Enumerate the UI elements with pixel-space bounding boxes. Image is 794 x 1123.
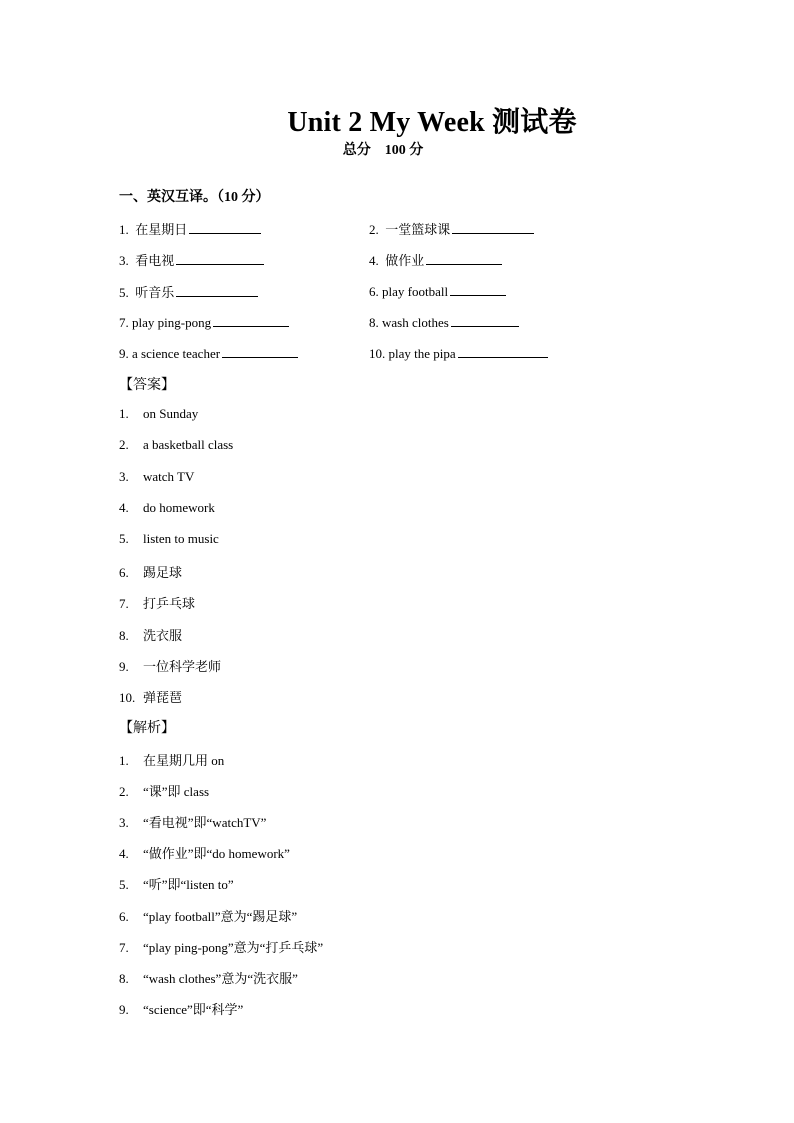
answer-item: 1. on Sunday (119, 406, 199, 421)
answer-blank (213, 313, 289, 327)
analysis-heading: 【解析】 (119, 721, 175, 736)
answer-item: 10. 弹琵琶 (119, 690, 183, 705)
answer-item: 6. 踢足球 (119, 565, 183, 580)
question-row (0, 282, 794, 302)
answer-blank (222, 344, 298, 358)
answer-item: 8. 洗衣服 (119, 628, 183, 643)
answer-item: 4. do homework (119, 500, 215, 515)
analysis-item: 9. “science”即“科学” (119, 1002, 244, 1017)
question-item: 4. 做作业 (369, 250, 502, 269)
question-item: 7. play ping-pong (119, 313, 289, 331)
section-title: 一、英汉互译。（10 分） (119, 190, 270, 205)
answer-blank (450, 282, 506, 296)
total-score: 总分 100 分 (342, 143, 424, 158)
question-item: 9. a science teacher (119, 344, 298, 362)
question-item: 10. play the pipa (369, 344, 548, 362)
answer-item: 5. listen to music (119, 531, 219, 546)
question-item: 3. 看电视 (119, 250, 264, 269)
question-item: 5. 听音乐 (119, 282, 258, 301)
question-item: 2. 一堂篮球课 (369, 219, 534, 238)
question-row (0, 313, 794, 333)
answer-blank (189, 220, 261, 234)
question-row (0, 344, 794, 364)
answer-blank (452, 220, 534, 234)
answer-blank (458, 344, 548, 358)
analysis-item: 2. “课”即 class (119, 784, 210, 799)
question-item: 6. play football (369, 282, 506, 300)
question-item: 8. wash clothes (369, 313, 519, 331)
analysis-item: 6. “play football”意为“踢足球” (119, 909, 298, 924)
answer-item: 7. 打乒乓球 (119, 596, 196, 611)
analysis-item: 1. 在星期几用 on (119, 753, 225, 768)
answer-blank (426, 251, 502, 265)
answer-item: 2. a basketball class (119, 437, 234, 452)
analysis-item: 5. “听”即“listen to” (119, 877, 234, 892)
page-title: Unit 2 My Week 测试卷 (287, 107, 577, 138)
analysis-item: 3. “看电视”即“watchTV” (119, 815, 267, 830)
question-item: 1. 在星期日 (119, 219, 261, 238)
question-row (0, 250, 794, 270)
answer-item: 3. watch TV (119, 469, 195, 484)
answer-blank (176, 251, 264, 265)
answer-blank (176, 283, 258, 297)
answer-item: 9. 一位科学老师 (119, 659, 222, 674)
answers-heading: 【答案】 (119, 378, 175, 393)
answer-blank (451, 313, 519, 327)
analysis-item: 7. “play ping-pong”意为“打乒乓球” (119, 940, 324, 955)
question-row (0, 219, 794, 239)
analysis-item: 4. “做作业”即“do homework” (119, 846, 290, 861)
analysis-item: 8. “wash clothes”意为“洗衣服” (119, 971, 298, 986)
